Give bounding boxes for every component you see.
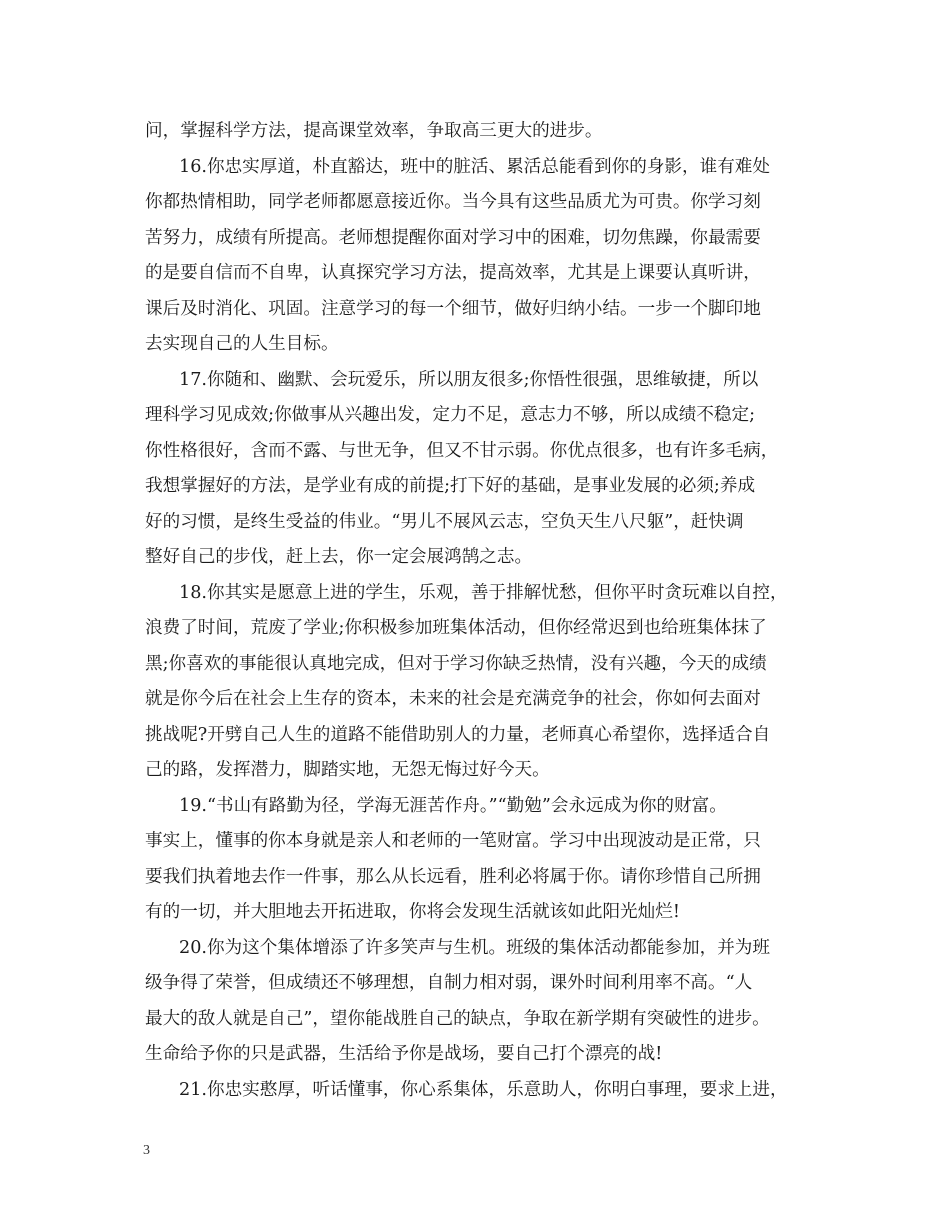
text-line: 最大的敌人就是自己”，望你能战胜自己的缺点，争取在新学期有突破性的进步。 [145, 1009, 770, 1029]
text-line: 生命给予你的只是武器，生活给予你是战场，要自己打个漂亮的战! [145, 1044, 663, 1064]
text-line: 整好自己的步伐，赶上去，你一定会展鸿鹄之志。 [145, 547, 533, 567]
text-line: 理科学习见成效;你做事从兴趣出发，定力不足，意志力不够，所以成绩不稳定; [145, 405, 756, 425]
text-line: 黑;你喜欢的事能很认真地完成，但对于学习你缺乏热情，没有兴趣，今天的成绩 [145, 654, 767, 674]
text-line: 我想掌握好的方法，是学业有成的前提;打下好的基础，是事业发展的必须;养成 [145, 476, 756, 496]
text-line: 级争得了荣誉，但成绩还不够理想，自制力相对弱，课外时间利用率不高。“人 [145, 973, 753, 993]
paragraph-16-start: 16.你忠实厚道，朴直豁达，班中的脏活、累活总能看到你的身影，谁有难处 [179, 157, 770, 177]
paragraph-20-start: 20.你为这个集体增添了许多笑声与生机。班级的集体活动都能参加，并为班 [179, 938, 770, 958]
text-line: 要我们执着地去作一件事，那么从长远看，胜利必将属于你。请你珍惜自己所拥 [145, 867, 761, 887]
text-line: 问，掌握科学方法，提高课堂效率，争取高三更大的进步。 [145, 121, 603, 141]
text-line: 浪费了时间，荒废了学业;你积极参加班集体活动，但你经常迟到也给班集体抹了 [145, 618, 767, 638]
paragraph-18-start: 18.你其实是愿意上进的学生，乐观，善于排解忧愁，但你平时贪玩难以自控， [179, 583, 788, 603]
text-line: 有的一切，并大胆地去开拓进取，你将会发现生活就该如此阳光灿烂! [145, 902, 680, 922]
text-line: 你性格很好，含而不露、与世无争，但又不甘示弱。你优点很多，也有许多毛病， [145, 441, 779, 461]
text-line: 苦努力，成绩有所提高。老师想提醒你面对学习中的困难，切勿焦躁，你最需要 [145, 228, 761, 248]
text-line: 去实现自己的人生目标。 [145, 334, 339, 354]
text-line: 你都热情相助，同学老师都愿意接近你。当今具有这些品质尤为可贵。你学习刻 [145, 192, 761, 212]
text-line: 挑战呢?开劈自己人生的道路不能借助别人的力量，老师真心希望你，选择适合自 [145, 725, 771, 745]
page-number: 3 [143, 1143, 150, 1158]
text-line: 事实上，懂事的你本身就是亲人和老师的一笔财富。学习中出现波动是正常，只 [145, 831, 761, 851]
paragraph-19-start: 19.“书山有路勤为径，学海无涯苦作舟。”“勤勉”会永远成为你的财富。 [179, 796, 727, 816]
paragraph-17-start: 17.你随和、幽默、会玩爱乐，所以朋友很多;你悟性很强，思维敏捷，所以 [179, 370, 759, 390]
text-line: 课后及时消化、巩固。注意学习的每一个细节，做好归纳小结。一步一个脚印地 [145, 299, 761, 319]
text-line: 己的路，发挥潜力，脚踏实地，无怨无悔过好今天。 [145, 760, 550, 780]
paragraph-21-start: 21.你忠实憨厚，听话懂事，你心系集体，乐意助人，你明白事理，要求上进， [179, 1080, 788, 1100]
text-line: 好的习惯，是终生受益的伟业。“男儿不展风云志，空负天生八尺躯”，赶快调 [145, 512, 744, 532]
text-line: 的是要自信而不自卑，认真探究学习方法，提高效率，尤其是上课要认真听讲， [145, 263, 761, 283]
text-line: 就是你今后在社会上生存的资本，未来的社会是充满竞争的社会，你如何去面对 [145, 689, 761, 709]
